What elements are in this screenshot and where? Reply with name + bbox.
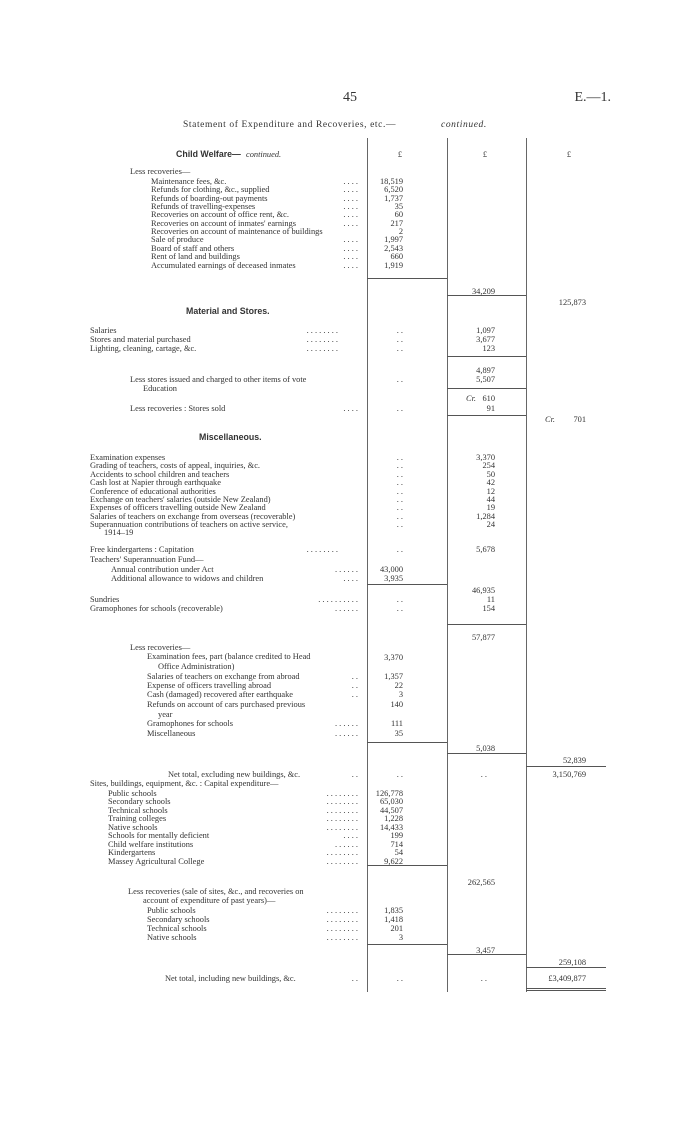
line-item-label: Office Administration)	[158, 661, 235, 671]
dot-leaders: . . . . . . . .	[326, 805, 358, 815]
dot-leaders: . .	[396, 520, 403, 530]
dot-leaders: . . . .	[343, 177, 358, 186]
line-item-amount: 123	[482, 344, 495, 353]
line-item-amount: 3,370	[384, 653, 403, 662]
total-rule	[526, 766, 606, 767]
dot-leaders: . . . . . . . .	[326, 814, 358, 824]
line-item-amount: 54	[394, 848, 403, 858]
total-rule	[447, 954, 526, 955]
line-item-label: Exchange on teachers' salaries (outside New Zealand)	[90, 495, 271, 504]
line-item-label: Technical schools	[108, 805, 168, 815]
line-item-amount: 154	[482, 604, 495, 613]
currency-header: £	[397, 150, 402, 159]
line-item-label: Accidents to school children and teachers	[90, 469, 230, 479]
line-item-label: Sundries	[90, 595, 120, 604]
line-item-amount: 35	[394, 202, 403, 212]
line-item-label: Secondary schools	[108, 797, 171, 807]
line-item-label: Refunds of boarding-out payments	[151, 193, 268, 203]
dot-leaders: . . . .	[343, 831, 358, 841]
line-item-label: Sale of produce	[151, 235, 204, 245]
line-item-label: Child welfare institutions	[108, 839, 194, 849]
net-amount: 52,839	[562, 756, 586, 765]
statement-title-continued: continued.	[441, 120, 487, 130]
line-item-amount: 11	[486, 595, 495, 604]
line-item-amount: 126,778	[375, 789, 403, 798]
dot-leaders: . . . .	[343, 202, 358, 212]
dot-leaders: . .	[351, 672, 358, 681]
line-item-label: Maintenance fees, &c.	[151, 177, 227, 186]
total-rule	[526, 990, 606, 991]
dot-leaders: . . . . . . . . . .	[318, 595, 358, 604]
line-item-label: Miscellaneous	[147, 729, 196, 738]
dot-leaders: . .	[396, 375, 403, 384]
line-item-label: year	[158, 709, 173, 719]
less-stores-label: Less stores issued and charged to other items of vote	[130, 375, 307, 384]
line-item-label: Gramophones for schools (recoverable)	[90, 604, 223, 613]
dot-leaders: . .	[396, 344, 403, 353]
line-item-label: Secondary schools	[147, 915, 210, 924]
line-item-label: 1914–19	[104, 528, 134, 537]
line-item-label: Board of staff and others	[151, 243, 235, 253]
line-item-amount: 5,678	[476, 545, 495, 554]
dot-leaders: . .	[396, 545, 403, 554]
dot-leaders: . .	[396, 503, 403, 513]
line-item-amount: 2,543	[384, 243, 403, 253]
dot-leaders: . .	[480, 974, 487, 983]
less-recoveries-label: Less recoveries—	[130, 167, 191, 176]
dot-leaders: . . . . . . . .	[306, 335, 338, 344]
column-rule	[447, 138, 448, 992]
dot-leaders: . .	[396, 326, 403, 335]
dot-leaders: . . . . . . . .	[326, 915, 358, 924]
dot-leaders: . . . . . .	[334, 604, 358, 613]
line-item-label: Expenses of officers travelling outside New Zealand	[90, 503, 266, 513]
dot-leaders: . .	[396, 770, 403, 779]
dot-leaders: . .	[396, 404, 403, 413]
line-item-amount: 140	[390, 700, 403, 709]
dot-leaders: . .	[396, 453, 403, 462]
less-recoveries-label: account of expenditure of past years)—	[143, 896, 276, 905]
line-item-label: Training colleges	[108, 814, 167, 824]
total-amount: 4,897	[476, 366, 495, 375]
less-sold-amount: 91	[486, 404, 495, 413]
dot-leaders: . . . . . .	[334, 839, 358, 849]
dot-leaders: . . . .	[343, 218, 358, 228]
line-item-label: Annual contribution under Act	[111, 565, 214, 574]
line-item-amount: 14,433	[379, 822, 403, 832]
line-item-amount: 1,835	[384, 906, 403, 915]
dot-leaders: . . . . . . . .	[326, 789, 358, 798]
dot-leaders: . . . . . . . .	[306, 326, 338, 335]
column-rule	[526, 138, 527, 992]
net-amount: 125,873	[558, 298, 586, 307]
line-item-label: Conference of educational authorities	[90, 486, 216, 496]
dot-leaders: . .	[396, 335, 403, 344]
less-sold-label: Less recoveries : Stores sold	[130, 404, 226, 413]
net-amount: 701	[573, 415, 586, 424]
line-item-label: Superannuation contributions of teachers on active service,	[90, 520, 288, 530]
line-item-label: Stores and material purchased	[90, 335, 191, 344]
dot-leaders: . . . . . . . .	[326, 906, 358, 915]
line-item-amount: 1,919	[384, 260, 403, 270]
dot-leaders: . . . . . . . .	[306, 344, 338, 353]
subtotal-amount: 34,209	[471, 287, 495, 296]
line-item-amount: 65,030	[379, 797, 403, 807]
line-item-label: Refunds of travelling-expenses	[151, 202, 256, 212]
dot-leaders: . . . .	[343, 574, 358, 583]
line-item-amount: 1,228	[384, 814, 403, 824]
dot-leaders: . . . .	[343, 210, 358, 220]
currency-header: £	[482, 150, 487, 159]
net-total-label: Net total, excluding new buildings, &c.	[168, 770, 301, 779]
line-item-amount: 44,507	[379, 805, 403, 815]
capital-expenditure-label: Sites, buildings, equipment, &c. : Capital expenditure—	[90, 779, 279, 788]
total-rule	[367, 584, 447, 585]
line-item-amount: 1,284	[476, 511, 495, 521]
dot-leaders: . . . .	[343, 404, 358, 413]
total-rule	[367, 865, 447, 866]
line-item-amount: 1,097	[476, 326, 495, 335]
dot-leaders: . . . .	[343, 235, 358, 245]
line-item-amount: 199	[390, 831, 403, 841]
line-item-amount: 44	[486, 495, 495, 504]
line-item-amount: 18,519	[379, 177, 403, 186]
line-item-amount: 2	[398, 227, 403, 237]
dot-leaders: . .	[351, 681, 358, 690]
subtotal-amount: 3,457	[476, 946, 495, 955]
dot-leaders: . .	[396, 595, 403, 604]
subtotal-amount: 262,565	[467, 878, 495, 887]
dot-leaders: . . . .	[343, 260, 358, 270]
dot-leaders: . .	[396, 495, 403, 504]
line-item-label: Free kindergartens : Capitation	[90, 545, 194, 554]
dot-leaders: . . . .	[343, 185, 358, 195]
dot-leaders: . . . . . .	[334, 729, 358, 738]
line-item-amount: 35	[394, 729, 403, 738]
line-item-label: Technical schools	[147, 924, 207, 933]
dot-leaders: . . . .	[343, 193, 358, 203]
line-item-label: Examination expenses	[90, 453, 166, 462]
line-item-amount: 12	[486, 486, 495, 496]
dot-leaders: . .	[396, 486, 403, 496]
line-item-label: Lighting, cleaning, cartage, &c.	[90, 344, 197, 353]
line-item-amount: 1,418	[384, 915, 403, 924]
line-item-label: Rent of land and buildings	[151, 252, 240, 262]
line-item-amount: 24	[486, 520, 495, 530]
line-item-label: Native schools	[108, 822, 158, 832]
line-item-label: Gramophones for schools	[147, 719, 234, 728]
line-item-label: Examination fees, part (balance credited to Head	[147, 652, 311, 661]
section-heading-continued: continued.	[246, 150, 282, 159]
line-item-amount: 6,520	[384, 185, 403, 195]
total-rule	[367, 278, 447, 279]
line-item-amount: 201	[390, 924, 403, 933]
dot-leaders: . . . . . . . .	[326, 933, 358, 942]
line-item-amount: 217	[390, 218, 403, 228]
credit-label: Cr.	[466, 394, 477, 403]
page-code: E.—1.	[574, 90, 611, 105]
line-item-label: Public schools	[147, 906, 196, 915]
subtotal-amount: 5,038	[476, 744, 495, 753]
total-rule	[526, 988, 606, 989]
dot-leaders: . . . . . .	[334, 565, 358, 574]
line-item-label: Native schools	[147, 933, 197, 942]
dot-leaders: . .	[396, 478, 403, 488]
total-rule	[447, 356, 526, 357]
dot-leaders: . .	[351, 690, 358, 699]
total-rule	[367, 742, 447, 743]
less-recoveries-label: Less recoveries (sale of sites, &c., and recoveries on	[128, 887, 304, 896]
less-recoveries-label: Less recoveries—	[130, 643, 191, 652]
line-item-label: Cash lost at Napier through earthquake	[90, 478, 221, 488]
line-item-amount: 660	[390, 252, 403, 262]
line-item-label: Massey Agricultural College	[108, 856, 205, 866]
net-amount: 259,108	[558, 958, 586, 967]
line-item-amount: 19	[486, 503, 495, 513]
column-rule	[367, 138, 368, 992]
line-item-label: Recoveries on account of inmates' earnings	[151, 218, 296, 228]
line-item-amount: 60	[394, 210, 403, 220]
line-item-label: Grading of teachers, costs of appeal, inquiries, &c.	[90, 461, 261, 471]
subtotal-amount: 46,935	[471, 586, 495, 595]
line-item-label: Salaries of teachers on exchange from abroad	[147, 672, 300, 681]
line-item-amount: 3,935	[384, 574, 403, 583]
dot-leaders: . .	[396, 974, 403, 983]
dot-leaders: . .	[351, 974, 358, 983]
total-rule	[367, 944, 447, 945]
total-rule	[526, 967, 606, 968]
line-item-amount: 111	[391, 719, 403, 728]
less-stores-label: Education	[143, 384, 177, 393]
dot-leaders: . . . . . . . .	[326, 924, 358, 933]
credit-label: Cr.	[545, 415, 556, 424]
line-item-amount: 3,370	[476, 453, 495, 462]
line-item-amount: 3	[398, 933, 403, 942]
statement-title: Statement of Expenditure and Recoveries, etc.—	[183, 120, 397, 130]
total-rule	[447, 415, 526, 416]
line-item-label: Public schools	[108, 789, 157, 798]
line-item-label: Kindergartens	[108, 848, 156, 858]
grand-total-amount: £3,409,877	[548, 974, 586, 983]
dot-leaders: . . . . . . . .	[306, 545, 338, 554]
line-item-amount: 254	[482, 461, 495, 471]
line-item-label: Teachers' Superannuation Fund—	[90, 555, 204, 564]
line-item-label: Additional allowance to widows and children	[111, 574, 264, 583]
dot-leaders: . .	[480, 770, 487, 779]
line-item-amount: 1,357	[384, 672, 403, 681]
dot-leaders: . .	[351, 770, 358, 779]
credit-amount: 610	[482, 394, 495, 403]
dot-leaders: . . . .	[343, 243, 358, 253]
line-item-amount: 22	[394, 681, 403, 690]
section-heading: Material and Stores.	[186, 306, 270, 316]
section-heading: Child Welfare—	[176, 149, 241, 159]
line-item-amount: 3	[398, 690, 403, 699]
line-item-label: Salaries	[90, 326, 117, 335]
dot-leaders: . . . . . . . .	[326, 797, 358, 807]
total-amount: 57,877	[471, 633, 495, 642]
line-item-amount: 9,622	[384, 856, 403, 866]
dot-leaders: . . . . . . . .	[326, 848, 358, 858]
dot-leaders: . .	[396, 511, 403, 521]
page-number: 45	[343, 90, 357, 105]
line-item-label: Refunds on account of cars purchased previous	[147, 700, 306, 709]
line-item-amount: 1,737	[384, 193, 403, 203]
dot-leaders: . . . .	[343, 252, 358, 262]
dot-leaders: . . . . . . . .	[326, 822, 358, 832]
line-item-amount: 43,000	[379, 565, 403, 574]
total-rule	[447, 753, 526, 754]
net-total-amount: 3,150,769	[552, 770, 586, 779]
line-item-amount: 42	[486, 478, 495, 488]
dot-leaders: . .	[396, 461, 403, 471]
line-item-label: Salaries of teachers on exchange from overseas (recoverable)	[90, 511, 296, 521]
line-item-label: Accumulated earnings of deceased inmates	[151, 260, 296, 270]
line-item-label: Recoveries on account of office rent, &c.	[151, 210, 289, 220]
net-total-label: Net total, including new buildings, &c.	[165, 974, 296, 983]
line-item-amount: 3,677	[476, 335, 495, 344]
dot-leaders: . . . . . .	[334, 719, 358, 728]
less-stores-amount: 5,507	[476, 375, 495, 384]
currency-header: £	[566, 150, 571, 159]
line-item-amount: 1,997	[384, 235, 403, 245]
line-item-label: Cash (damaged) recovered after earthquake	[147, 690, 294, 699]
total-rule	[447, 295, 526, 296]
line-item-label: Recoveries on account of maintenance of buildings	[151, 227, 323, 237]
line-item-label: Refunds for clothing, &c., supplied	[151, 185, 270, 195]
line-item-label: Schools for mentally deficient	[108, 831, 210, 841]
dot-leaders: . .	[396, 469, 403, 479]
dot-leaders: . .	[396, 604, 403, 613]
total-rule	[447, 388, 526, 389]
line-item-amount: 714	[390, 839, 403, 849]
line-item-label: Expense of officers travelling abroad	[147, 681, 272, 690]
total-rule	[447, 624, 526, 625]
section-heading: Miscellaneous.	[199, 432, 262, 442]
dot-leaders: . . . . . . . .	[326, 856, 358, 866]
line-item-amount: 50	[486, 469, 495, 479]
